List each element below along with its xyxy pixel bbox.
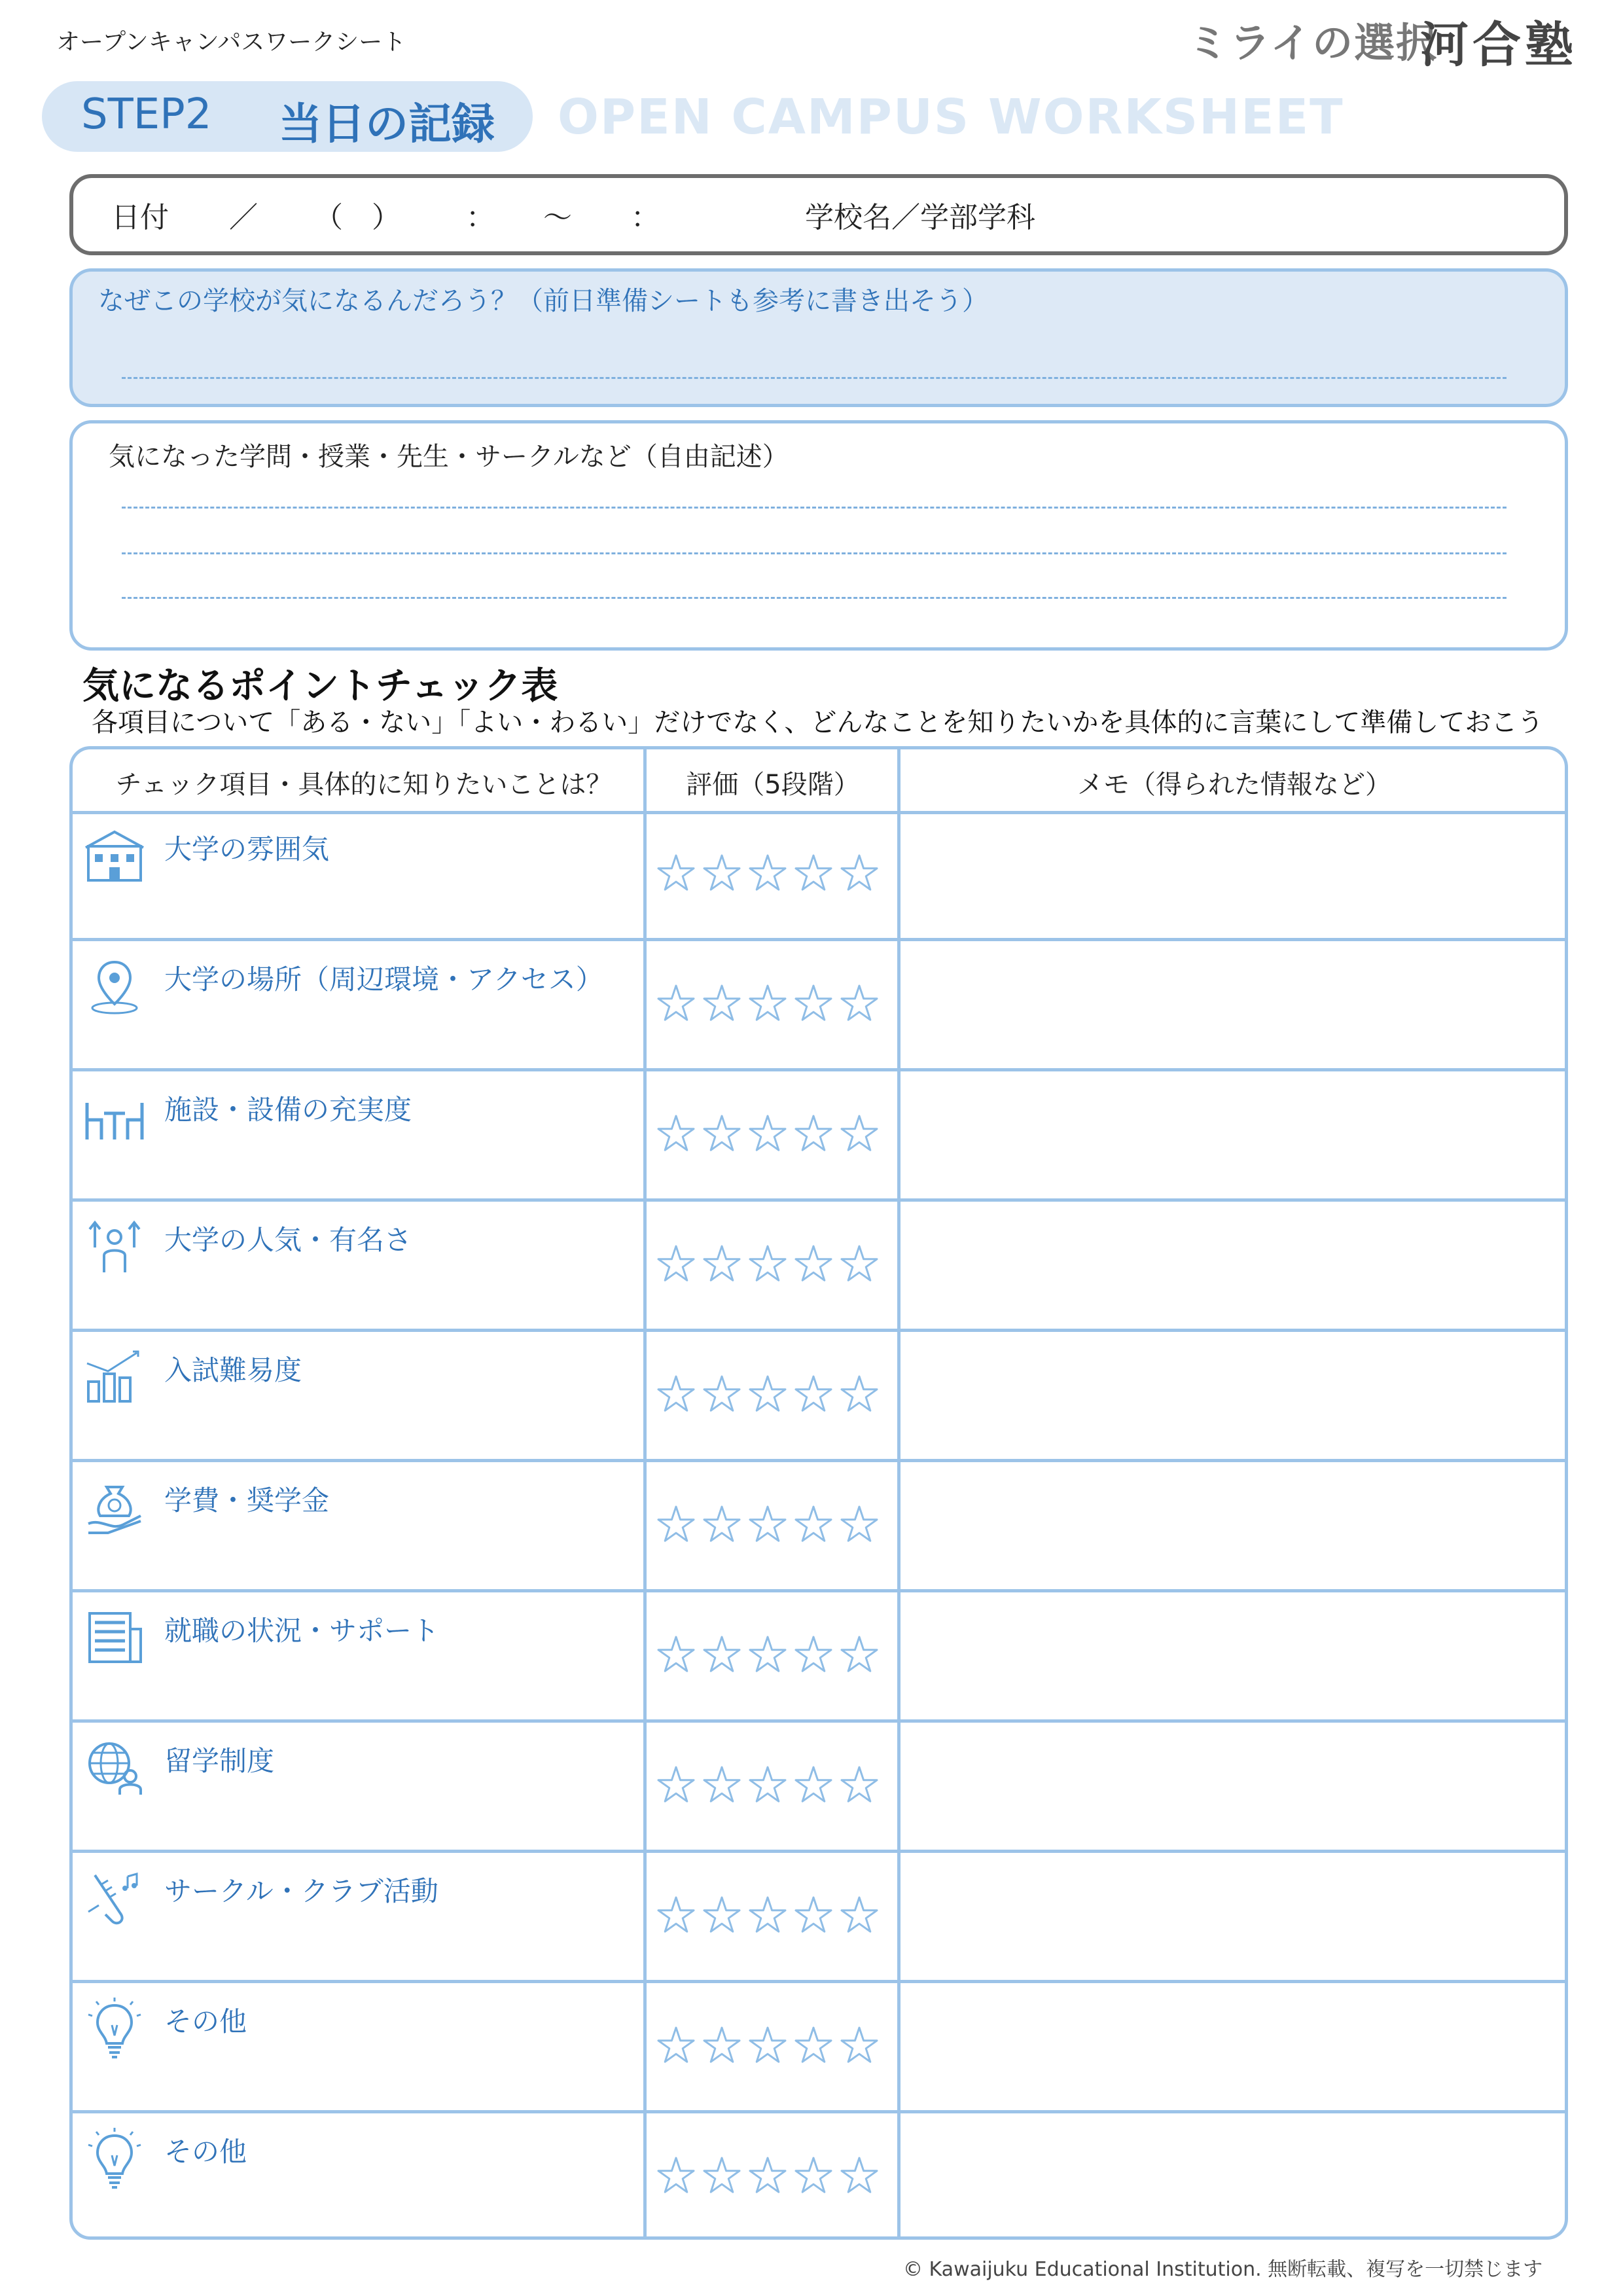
checklist-row bbox=[73, 1202, 1565, 1332]
checklist-item-label: サークル・クラブ活動 bbox=[164, 1875, 438, 1907]
star-icon[interactable] bbox=[794, 2155, 833, 2196]
bar-chart-icon bbox=[82, 1345, 147, 1410]
star-icon[interactable] bbox=[656, 1634, 696, 1675]
star-icon[interactable] bbox=[656, 1895, 696, 1935]
star-icon[interactable] bbox=[840, 1765, 879, 1805]
brand-mirai-logo: ミライの選択 bbox=[1188, 19, 1438, 67]
column-header-item: チェック項目・具体的に知りたいことは？ bbox=[115, 770, 613, 800]
step-number: STEP2 bbox=[81, 90, 212, 139]
memo-cell[interactable] bbox=[901, 1071, 1562, 1198]
star-icon[interactable] bbox=[656, 2025, 696, 2066]
star-icon[interactable] bbox=[702, 2155, 741, 2196]
writing-line bbox=[122, 507, 1507, 509]
rating-stars[interactable] bbox=[656, 1634, 879, 1680]
memo-cell[interactable] bbox=[901, 1723, 1562, 1850]
rating-stars[interactable] bbox=[656, 983, 879, 1029]
checklist-title: 気になるポイントチェック表 bbox=[82, 665, 558, 708]
interest-notes-prompt: 気になった学問・授業・先生・サークルなど（自由記述） bbox=[109, 442, 789, 472]
checklist-item-label: 留学制度 bbox=[164, 1745, 275, 1777]
star-icon[interactable] bbox=[794, 2025, 833, 2066]
lightbulb-icon bbox=[82, 2126, 147, 2192]
star-icon[interactable] bbox=[840, 1113, 879, 1154]
star-icon[interactable] bbox=[702, 853, 741, 893]
checklist-subtitle: 各項目について「ある・ない」「よい・わるい」だけでなく、どんなことを知りたいかを具体的に言葉にして準備しておこう bbox=[92, 708, 1544, 738]
star-icon[interactable] bbox=[840, 2155, 879, 2196]
date-slash: ／ bbox=[229, 201, 258, 234]
memo-cell[interactable] bbox=[901, 1853, 1562, 1980]
star-icon[interactable] bbox=[794, 853, 833, 893]
rating-stars[interactable] bbox=[656, 1113, 879, 1159]
checklist-table bbox=[69, 746, 1568, 2240]
checklist-item-label: 大学の人気・有名さ bbox=[164, 1224, 412, 1256]
column-header-rating: 評価（5段階） bbox=[686, 770, 860, 800]
checklist-row bbox=[73, 811, 1565, 941]
memo-cell[interactable] bbox=[901, 2113, 1562, 2240]
star-icon[interactable] bbox=[748, 853, 787, 893]
lightbulb-icon bbox=[82, 1996, 147, 2062]
worksheet-watermark: OPEN CAMPUS WORKSHEET bbox=[558, 89, 1344, 145]
memo-cell[interactable] bbox=[901, 1332, 1562, 1459]
checklist-item-label: 大学の場所（周辺環境・アクセス） bbox=[164, 963, 603, 996]
star-icon[interactable] bbox=[702, 1244, 741, 1284]
star-icon[interactable] bbox=[840, 1504, 879, 1545]
rating-stars[interactable] bbox=[656, 853, 879, 899]
globe-person-icon bbox=[82, 1736, 147, 1801]
checklist-row bbox=[73, 1853, 1565, 1983]
star-icon[interactable] bbox=[702, 1374, 741, 1414]
star-icon[interactable] bbox=[702, 2025, 741, 2066]
star-icon[interactable] bbox=[794, 983, 833, 1024]
writing-line bbox=[122, 552, 1507, 554]
star-icon[interactable] bbox=[748, 1504, 787, 1545]
weekday-open: （ bbox=[314, 201, 343, 234]
weekday-close: ） bbox=[372, 201, 401, 234]
star-icon[interactable] bbox=[702, 1504, 741, 1545]
music-instrument-icon bbox=[82, 1866, 147, 1931]
checklist-item-label: 就職の状況・サポート bbox=[164, 1615, 440, 1647]
star-icon[interactable] bbox=[702, 1634, 741, 1675]
star-icon[interactable] bbox=[702, 1765, 741, 1805]
column-header-memo: メモ（得られた情報など） bbox=[1077, 770, 1391, 800]
memo-cell[interactable] bbox=[901, 1983, 1562, 2110]
star-icon[interactable] bbox=[656, 1765, 696, 1805]
star-icon[interactable] bbox=[794, 1374, 833, 1414]
checklist-row bbox=[73, 2113, 1565, 2240]
rating-stars[interactable] bbox=[656, 1374, 879, 1420]
checklist-row bbox=[73, 1592, 1565, 1723]
rating-stars[interactable] bbox=[656, 1765, 879, 1810]
checklist-item-label: 施設・設備の充実度 bbox=[164, 1094, 412, 1126]
checklist-item-label: その他 bbox=[164, 2136, 247, 2168]
star-icon[interactable] bbox=[840, 1374, 879, 1414]
checklist-row bbox=[73, 941, 1565, 1071]
checklist-row bbox=[73, 1462, 1565, 1592]
office-building-icon bbox=[82, 1605, 147, 1671]
date-label: 日付 bbox=[111, 201, 169, 234]
star-icon[interactable] bbox=[794, 1244, 833, 1284]
star-icon[interactable] bbox=[794, 1634, 833, 1675]
rating-stars[interactable] bbox=[656, 1504, 879, 1550]
star-icon[interactable] bbox=[840, 983, 879, 1024]
star-icon[interactable] bbox=[748, 1244, 787, 1284]
star-icon[interactable] bbox=[748, 1374, 787, 1414]
memo-cell[interactable] bbox=[901, 1462, 1562, 1589]
copyright-notice: © Kawaijuku Educational Institution. 無断転載、複写を一切禁じます bbox=[903, 2258, 1543, 2281]
column-divider bbox=[897, 749, 901, 2236]
brand-kawaijuku-logo: 河合塾 bbox=[1420, 17, 1577, 73]
checklist-row bbox=[73, 1723, 1565, 1853]
star-icon[interactable] bbox=[840, 853, 879, 893]
star-icon[interactable] bbox=[748, 1113, 787, 1154]
star-icon[interactable] bbox=[748, 2155, 787, 2196]
checklist-item-label: 大学の雰囲気 bbox=[164, 833, 330, 865]
star-icon[interactable] bbox=[794, 1765, 833, 1805]
building-icon bbox=[82, 824, 147, 889]
checklist-item-label: 入試難易度 bbox=[164, 1354, 302, 1386]
star-icon[interactable] bbox=[748, 2025, 787, 2066]
map-pin-icon bbox=[82, 954, 147, 1020]
checklist-row bbox=[73, 1983, 1565, 2113]
rating-stars[interactable] bbox=[656, 1244, 879, 1289]
star-icon[interactable] bbox=[702, 1113, 741, 1154]
star-icon[interactable] bbox=[748, 1765, 787, 1805]
star-icon[interactable] bbox=[748, 983, 787, 1024]
star-icon[interactable] bbox=[748, 1634, 787, 1675]
memo-cell[interactable] bbox=[901, 1202, 1562, 1329]
writing-line bbox=[122, 377, 1507, 379]
star-icon[interactable] bbox=[840, 1244, 879, 1284]
rating-stars[interactable] bbox=[656, 2155, 879, 2201]
star-icon[interactable] bbox=[702, 983, 741, 1024]
star-icon[interactable] bbox=[702, 1895, 741, 1935]
star-icon[interactable] bbox=[840, 2025, 879, 2066]
popularity-icon bbox=[82, 1215, 147, 1280]
star-icon[interactable] bbox=[656, 1374, 696, 1414]
star-icon[interactable] bbox=[794, 1504, 833, 1545]
checklist-item-label: その他 bbox=[164, 2005, 247, 2037]
star-icon[interactable] bbox=[840, 1634, 879, 1675]
why-this-school-prompt: なぜこの学校が気になるんだろう？（前日準備シートも参考に書き出そう） bbox=[98, 286, 988, 316]
star-icon[interactable] bbox=[656, 853, 696, 893]
memo-cell[interactable] bbox=[901, 811, 1562, 938]
school-label: 学校名／学部学科 bbox=[805, 201, 1035, 234]
star-icon[interactable] bbox=[794, 1895, 833, 1935]
start-time-colon: ： bbox=[466, 201, 495, 234]
table-header bbox=[73, 749, 1565, 814]
furniture-icon bbox=[82, 1085, 147, 1150]
rating-stars[interactable] bbox=[656, 1895, 879, 1941]
memo-cell[interactable] bbox=[901, 941, 1562, 1068]
star-icon[interactable] bbox=[656, 1113, 696, 1154]
writing-line bbox=[122, 597, 1507, 599]
end-time-colon: ： bbox=[631, 201, 660, 234]
rating-stars[interactable] bbox=[656, 2025, 879, 2071]
column-divider bbox=[643, 749, 647, 2236]
checklist-item-label: 学費・奨学金 bbox=[164, 1484, 330, 1516]
memo-cell[interactable] bbox=[901, 1592, 1562, 1719]
star-icon[interactable] bbox=[794, 1113, 833, 1154]
time-tilde: ～ bbox=[543, 201, 572, 234]
star-icon[interactable] bbox=[840, 1895, 879, 1935]
step-title: 当日の記録 bbox=[279, 99, 495, 149]
checklist-row bbox=[73, 1071, 1565, 1202]
star-icon[interactable] bbox=[656, 1504, 696, 1545]
star-icon[interactable] bbox=[748, 1895, 787, 1935]
checklist-row bbox=[73, 1332, 1565, 1462]
star-icon[interactable] bbox=[656, 2155, 696, 2196]
star-icon[interactable] bbox=[656, 983, 696, 1024]
money-bag-icon bbox=[82, 1475, 147, 1541]
star-icon[interactable] bbox=[656, 1244, 696, 1284]
document-title: オープンキャンパスワークシート bbox=[56, 29, 406, 56]
